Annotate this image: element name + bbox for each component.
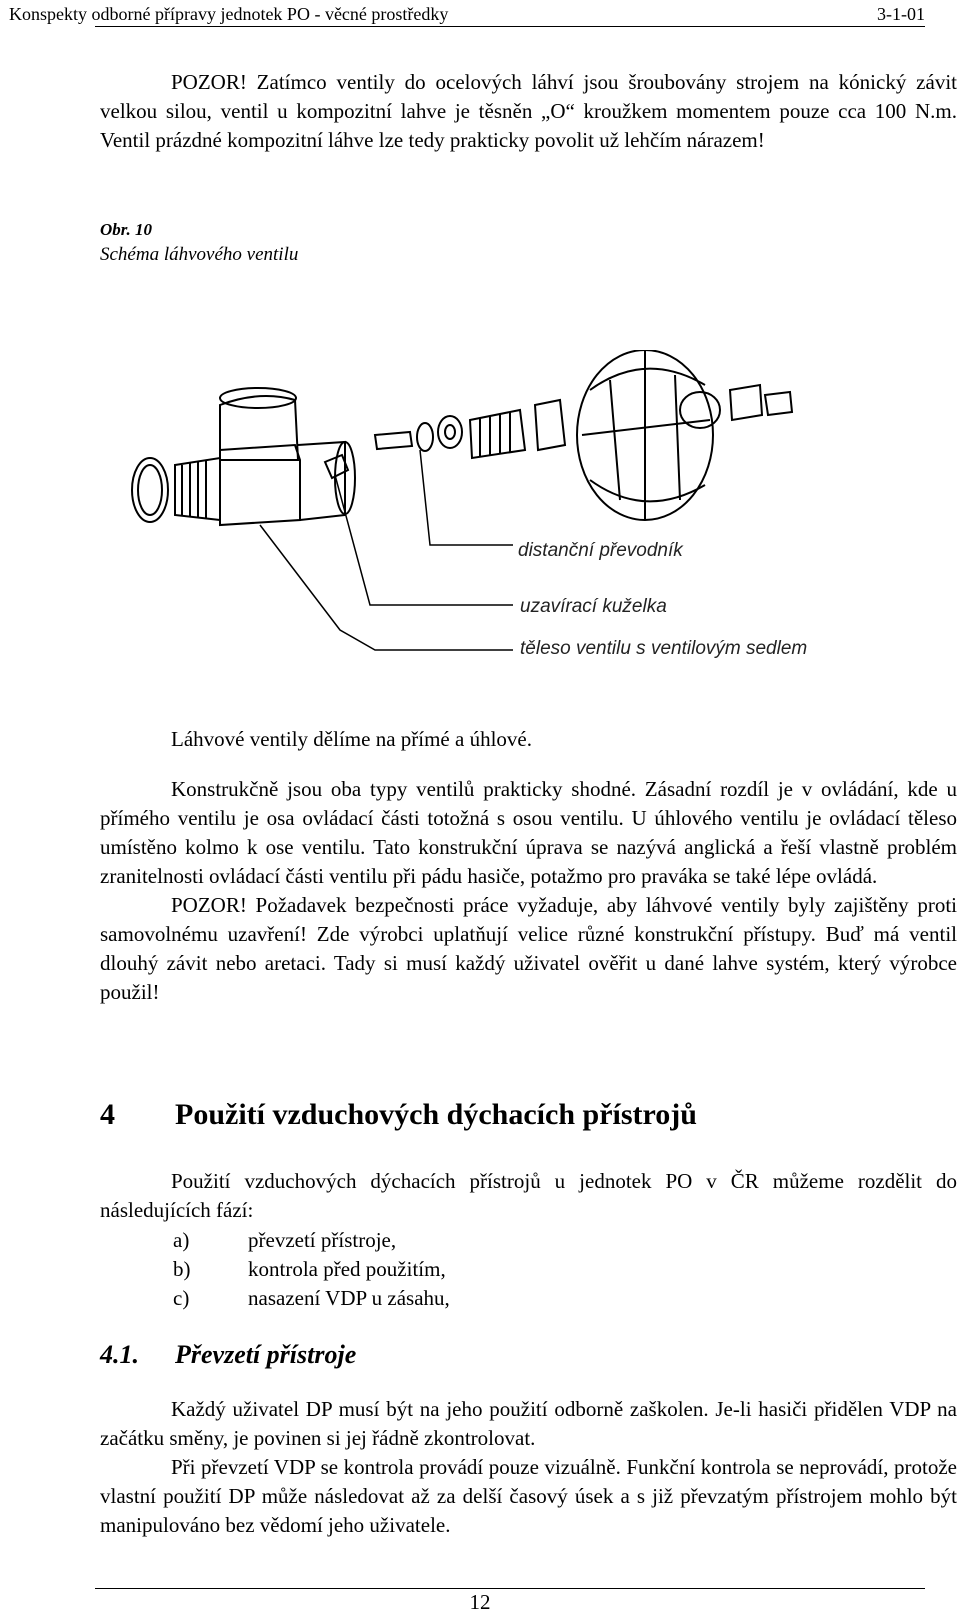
callout-closing-cone: uzavírací kuželka [520, 596, 667, 617]
section-4-1-paragraph-2: Při převzetí VDP se kontrola provádí pouze vizuálně. Funkční kontrola se neprovádí, protože vlastní použití DP může následovat až za delší časový úsek a s již převzatým přístrojem mohlo být manipulováno bez vědomí jeho uživatele. [100, 1455, 957, 1537]
list-item: b) kontrola před použitím, [173, 1257, 446, 1281]
section-4-1-paragraph-1: Každý uživatel DP musí být na jeho použití odborně zaškolen. Je-li hasiči přidělen VDP na začátku směny, je povinen si jej řádně zkontrolovat. [100, 1397, 957, 1450]
valve-exploded-drawing [120, 350, 840, 680]
section-4-1-number: 4.1. [100, 1340, 139, 1369]
valve-schematic-figure [120, 350, 840, 680]
section-4-intro: Použití vzduchových dýchacích přístrojů u jednotek PO v ČR můžeme rozdělit do následujících fází: [100, 1169, 957, 1222]
document-title: Konspekty odborné přípravy jednotek PO - věcné prostředky [9, 4, 449, 24]
section-4-1-title: Převzetí přístroje [175, 1340, 357, 1369]
section-4-1-heading [100, 1340, 356, 1370]
page-header [9, 0, 925, 27]
list-item: a) převzetí přístroje, [173, 1228, 397, 1252]
phases-list [173, 1226, 450, 1313]
warning-paragraph: POZOR! Zatímco ventily do ocelových láhví jsou šroubovány strojem na kónický závit velkou silou, ventil u kompozitní lahve je těsněn „O“ kroužkem momentem pouze cca 100 N.m. Ventil prázdné kompozitní láhve lze tedy prakticky povolit už lehčím nárazem! [100, 70, 957, 152]
section-4-title: Použití vzduchových dýchacích přístrojů [175, 1098, 697, 1131]
section-4-number: 4 [100, 1098, 115, 1131]
callout-valve-body: těleso ventilu s ventilovým sedlem [520, 638, 808, 659]
figure-caption: Schéma láhvového ventilu [100, 244, 299, 265]
figure-number: Obr. 10 [100, 220, 152, 239]
valve-types-paragraph: Láhvové ventily dělíme na přímé a úhlové. [171, 727, 532, 751]
list-item: c) nasazení VDP u zásahu, [173, 1286, 450, 1310]
footer-divider [95, 1588, 925, 1589]
callout-distance-converter: distanční převodník [518, 540, 683, 561]
section-4-heading [100, 1098, 697, 1132]
document-code: 3-1-01 [877, 4, 925, 24]
construction-paragraph: Konstrukčně jsou oba typy ventilů prakticky shodné. Zásadní rozdíl je v ovládání, kde u přímého ventilu je osa ovládací části totožná s osou ventilu. U úhlového ventilu je ovládací těleso umístěno kolmo k ose ventilu. Tato konstrukční úprava se nazývá anglická a řeší vlastně problém zranitelnosti ovládací části ventilu při pádu hasiče, potažmo pro praváka se také lépe ovládá. POZOR! Požadavek bezpečnosti práce vyžaduje, aby láhvové ventily byly zajištěny proti samovolnému uzavření! Zde výrobci uplatňují velice různé konstrukční přístupy. Buď má ventil dlouhý závit nebo aretaci. Tady si musí každý uživatel ověřit u dané lahve systém, který výrobce použil! [100, 777, 957, 1004]
page-number: 12 [469, 1590, 491, 1614]
